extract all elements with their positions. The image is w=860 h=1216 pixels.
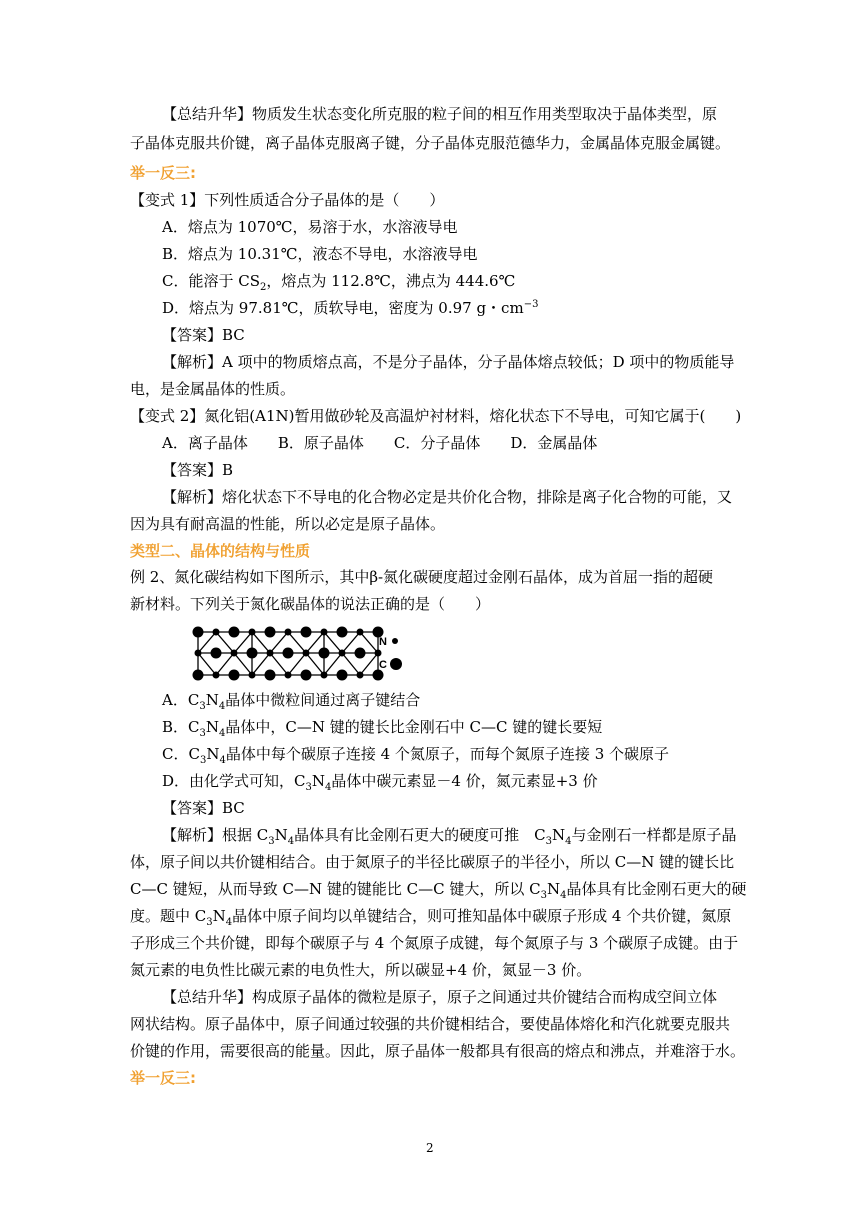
option-a: A．熔点为 1070℃，易溶于水，水溶液导电 (162, 218, 458, 236)
option-c: C．能溶于 $CS_2$，熔点为 112.8℃，沸点为 444.6℃ (162, 272, 516, 293)
legend-n-dot (392, 638, 398, 644)
analysis-line: C—C 键短，从而导致 C—N 键的键能比 C—C 键大，所以 $C_3N_4$晶体具有比金刚石更大的硬 (130, 880, 747, 901)
legend-c-dot (390, 658, 402, 670)
options-line: A．离子晶体 B．原子晶体 C．分子晶体 D．金属晶体 (162, 434, 598, 452)
answer-text: 【答案】B (162, 461, 234, 479)
example-question: 新材料。下列关于氮化碳晶体的说法正确的是（ ） (130, 595, 491, 613)
analysis-line: 电，是金属晶体的性质。 (130, 380, 296, 398)
option-b: B．熔点为 10.31℃，液态不导电，水溶液导电 (162, 245, 478, 263)
summary-line: 【总结升华】物质发生状态变化所克服的粒子间的相互作用类型取决于晶体类型，原 (162, 105, 718, 123)
analysis-line: 【解析】根据 $C_3N_4$晶体具有比金刚石更大的硬度可推 $C_3N_4$与金刚石一样都是原子晶 (162, 826, 737, 847)
analysis-line: 【解析】A 项中的物质熔点高，不是分子晶体，分子晶体熔点较低；D 项中的物质能导 (162, 353, 735, 371)
analysis-line: 【解析】熔化状态下不导电的化合物必定是共价化合物，排除是离子化合物的可能，又 (162, 488, 733, 506)
option-d: D．由化学式可知，$C_3N_4$晶体中碳元素显－4 价，氮元素显+3 价 (162, 772, 598, 793)
option-c: C．$C_3N_4$晶体中每个碳原子连接 4 个氮原子，而每个氮原子连接 3 个碳原子 (162, 745, 670, 766)
summary-line: 价键的作用，需要很高的能量。因此，原子晶体一般都具有很高的熔点和沸点，并难溶于水。 (130, 1042, 746, 1060)
section-heading: 举一反三: (130, 1069, 196, 1087)
section-heading: 类型二、晶体的结构与性质 (130, 542, 311, 560)
analysis-line: 子形成三个共价键，即每个碳原子与 4 个氮原子成键，每个氮原子与 3 个碳原子成键。由于 (130, 934, 739, 952)
carbon-nitride-structure-figure (188, 620, 410, 686)
analysis-line: 体，原子间以共价键相结合。由于氮原子的半径比碳原子的半径小，所以 C—N 键的键长比 (130, 853, 735, 871)
answer-text: 【答案】BC (162, 799, 245, 817)
option-a: A．$C_3N_4$晶体中微粒间通过离子键结合 (162, 691, 421, 712)
summary-line: 【总结升华】构成原子晶体的微粒是原子，原子之间通过共价键结合而构成空间立体 (162, 988, 718, 1006)
analysis-line: 因为具有耐高温的性能，所以必定是原子晶体。 (130, 515, 446, 533)
question-text: 【变式 2】氮化铝(A1N)暂用做砂轮及高温炉衬材料，熔化状态下不导电，可知它属于( ) (130, 407, 742, 425)
analysis-line: 度。题中 $C_3N_4$晶体中原子间均以单键结合，则可推知晶体中碳原子形成 4 个共价键，氮原 (130, 907, 732, 928)
page-number: 2 (426, 1141, 434, 1155)
option-d: D．熔点为 97.81℃，质软导电，密度为 0.97 g・$cm^{-3}$ (162, 299, 539, 317)
question-text: 【变式 1】下列性质适合分子晶体的是（ ） (130, 191, 445, 209)
legend-c-label: C (379, 659, 387, 671)
option-b: B．$C_3N_4$晶体中，C—N 键的键长比金刚石中 C—C 键的键长要短 (162, 718, 603, 739)
legend-n-label: N (379, 636, 387, 648)
example-question: 例 2、氮化碳结构如下图所示，其中β-氮化碳硬度超过金刚石晶体，成为首屈一指的超硬 (130, 568, 714, 586)
analysis-line: 氮元素的电负性比碳元素的电负性大，所以碳显+4 价，氮显－3 价。 (130, 961, 592, 979)
summary-line: 子晶体克服共价键，离子晶体克服离子键，分子晶体克服范德华力，金属晶体克服金属键。 (130, 134, 731, 152)
summary-line: 网状结构。原子晶体中，原子间通过较强的共价键相结合，要使晶体熔化和汽化就要克服共 (130, 1015, 731, 1033)
section-heading: 举一反三: (130, 164, 196, 182)
answer-text: 【答案】BC (162, 326, 245, 344)
